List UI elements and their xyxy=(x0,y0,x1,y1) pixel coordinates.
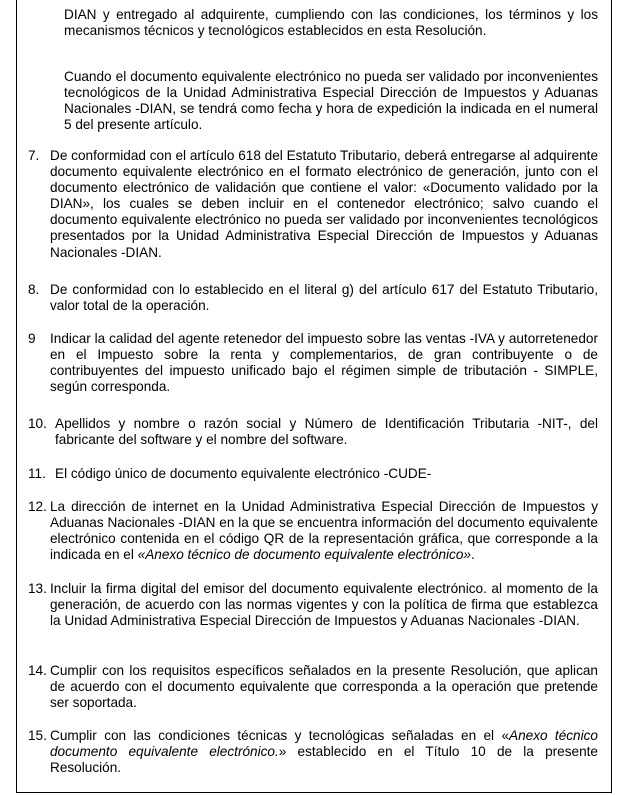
item-text: Incluir la firma digital del emisor del documento equivalente electrónico. al momento de la generación, de acuerdo con las normas vigentes y con la política de firma que establezca la Unidad Administrativa Especial Dirección de Impuestos y Aduanas Nacionales -DIAN. xyxy=(50,581,598,629)
item-text: Cumplir con los requisitos específicos señalados en la presente Resolución, que aplican de acuerdo con el documento equivalente que corresponda a la operación que pretende ser soportada. xyxy=(50,663,598,711)
annex-reference: «Anexo técnico de documento equivalente electrónico» xyxy=(137,547,471,563)
list-item-12 xyxy=(28,499,598,563)
item-number: 7. xyxy=(28,148,40,163)
item-number: 11. xyxy=(28,466,46,481)
item-number: 14. xyxy=(28,663,47,678)
list-item-9 xyxy=(28,331,598,395)
intro-paragraph-1: DIAN y entregado al adquirente, cumpliendo con las condiciones, los términos y los mecanismos técnicos y tecnológicos establecidos en esta Resolución. xyxy=(64,7,598,39)
item-number: 13. xyxy=(28,581,47,596)
list-item-13 xyxy=(28,581,598,629)
item-number: 12. xyxy=(28,499,47,514)
item-number: 8. xyxy=(28,282,40,297)
list-item-10 xyxy=(28,416,598,448)
list-item-7 xyxy=(28,148,598,261)
item-number: 9 xyxy=(28,331,36,346)
list-item-11 xyxy=(28,466,598,482)
item-text: Cumplir con las condiciones técnicas y tecnológicas señaladas en el «Anexo técnico documento equivalente electrónico.» establecido en el Título 10 de la presente Resolución. xyxy=(50,728,598,776)
item-text: Indicar la calidad del agente retenedor del impuesto sobre las ventas -IVA y autorretenedor en el Impuesto sobre la renta y complementarios, de gran contribuyente o de contribuyentes del impuesto unificado bajo el régimen simple de tributación - SIMPLE, según corresponda. xyxy=(50,331,598,395)
intro-paragraph-2: Cuando el documento equivalente electrónico no pueda ser validado por inconvenientes tecnológicos de la Unidad Administrativa Especial Dirección de Impuestos y Aduanas Nacionales -DIAN, se tendrá como fecha y hora de expedición la indicada en el numeral 5 del presente artículo. xyxy=(64,69,598,133)
list-item-14 xyxy=(28,663,598,711)
list-item-8 xyxy=(28,282,598,314)
annex-reference: Anexo técnico documento equivalente electrónico. xyxy=(50,728,598,760)
item-text: De conformidad con el artículo 618 del Estatuto Tributario, deberá entregarse al adquirente documento equivalente electrónico en el formato electrónico de generación, junto con el documento electrónico de validación que contiene el valor: «Documento validado por la DIAN», los cuales se deben incluir en el contenedor electrónico; salvo cuando el documento equivalente electrónico no pueda ser validado por inconvenientes tecnológicos presentados por la Unidad Administrativa Especial Dirección de Impuestos y Aduanas Nacionales -DIAN. xyxy=(50,148,598,260)
item-text: De conformidad con lo establecido en el literal g) del artículo 617 del Estatuto Tributario, valor total de la operación. xyxy=(50,282,598,314)
item-number: 15. xyxy=(28,728,47,743)
item-number: 10. xyxy=(28,416,47,431)
item-text: Apellidos y nombre o razón social y Número de Identificación Tributaria -NIT-, del fabricante del software y el nombre del software. xyxy=(55,416,598,448)
item-text: La dirección de internet en la Unidad Administrativa Especial Dirección de Impuestos y Aduanas Nacionales -DIAN en la que se encuentra información del documento equivalente electrónico contenida en el código QR de la representación gráfica, que corresponde a la indicada en el «Anexo técnico de documento equivalente electrónico». xyxy=(50,499,598,563)
list-item-15 xyxy=(28,728,598,776)
item-text: El código único de documento equivalente electrónico -CUDE- xyxy=(55,466,432,481)
